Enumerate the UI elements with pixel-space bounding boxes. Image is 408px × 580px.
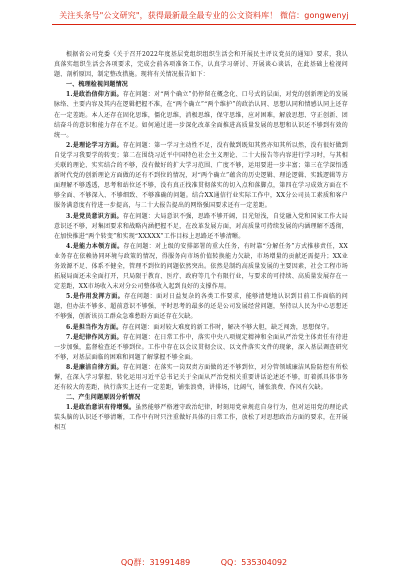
paragraph-lead: 2.是理论学习方面。 xyxy=(66,141,123,149)
footer-qq-group: QQ群：31991489 xyxy=(120,558,191,567)
paragraph-lead: 8.是廉洁自律方面。 xyxy=(66,363,123,371)
paragraph xyxy=(54,212,348,242)
document-body xyxy=(54,50,348,544)
paragraph: 根据省公司党委《关于召开2022年度基层党组织组织生活会和开展民主评议党员的通知》要求，我认真落实组织生活会各项要求，完成会前各项准备工作，认真学习研讨、开展谈心谈话，在此基础上检视问题、剖析原因，制定整改措施。现将有关情况报告如下： xyxy=(54,51,348,79)
paragraph xyxy=(54,323,348,333)
paragraph-text: 存在问题：第一学习主动性不足，没有做到既知其然亦知其所以然，没有很好做到自觉学习我要学的转变；第二在围绕习近平中国特色社会主义理论、二十大报告等内容进行学习时，与其相关联的理论、实实结合的不够，没有做好的扩大学习范围、广度不够，运用要进一步丰富；第三在学深悟透新时代党的创新理论方面做的还有不到位的情况，对“两个确立”蕴含的历史逻辑、理论逻辑、实践逻辑等方面理解不够透透，思考和站位还不够，没有真正找准贯彻落实的切入点和落脚点，第四在学习成效方面在不够全面、不够深入、不够细致、不够准确的问题。结合XX通信行业实际工作中，XX分公司员工素质和客户服务满意度有待进一步提高，与二十大报告提出的网络强国要求还有一定差距。 xyxy=(54,141,348,210)
paragraph-text: 存在问题：面对较大难度的新工作时，解决不够大胆，缺乏闯劲，思想保守。 xyxy=(122,323,334,331)
paragraph xyxy=(54,403,348,433)
banner-divider xyxy=(52,24,356,25)
paragraph xyxy=(54,90,348,140)
paragraph xyxy=(54,242,348,292)
paragraph-lead: 4.是能力本领方面。 xyxy=(66,242,124,250)
paragraph xyxy=(54,141,348,212)
paragraph-lead: 7.是纪律作风方面。 xyxy=(66,333,123,341)
paragraph-text: 存在问题：对上级的安排部署的重大任务，有时靠“分解任务”方式推移责任，XX业务存在依赖协同环境与政策的情况，得服务向市场价值转换能力欠缺，市场增量的贡献还需提升；XX业务效源不足、体系不健全，管理不到位的问题依然突出。依然是制约高质量发展的主要因素，社会工程市场拓展局面还未全面打开，只局限于教育、医疗、政府等几个有限行业，与要求的可持续、高质量发展存在一定差距，XX市场收入未对分公司整体收入起到良好的支撑作用。 xyxy=(54,242,348,291)
promo-banner: 关注头条号"公文研究"，获得最新最全最专业的公文资料库！ 微信：gongwenyj xyxy=(59,11,349,20)
paragraph-text: 存在问题：在日常工作中，落实中央八项规定精神和全面从严治党主体责任有待进一步加强，监督检查还不够到位。工作中存在以会议贯彻会议、以文件落实文件的现象，深入基层调查研究不够，对基层面临的困难和问题了解掌握不够全面。 xyxy=(54,333,348,361)
paragraph xyxy=(54,363,348,393)
section-heading: 二、产生问题原因分析情况 xyxy=(66,394,141,402)
paragraph-text: 存在问题：大局意识不强，思路不够开阔，目光短浅，自觉融入党和国家工作大局意识还不够，对集团要求和战略内涵把握不足，在改革发展方面，对高质量可持续发展的内涵理解不透彻，在加快推进“两个转变”和实现“XXXXX”工作目标上思路还不够清晰。 xyxy=(54,212,348,240)
section-heading: 一、梳理检视问题情况 xyxy=(66,81,129,89)
paragraph-lead: 6.是担当作为方面。 xyxy=(66,323,123,331)
paragraph xyxy=(54,292,348,322)
paragraph-lead: 5.是作用发挥方面。 xyxy=(66,293,125,301)
paragraph-lead: 1.是政治信仰方面。 xyxy=(66,91,123,99)
paragraph-lead: 3.是党员意识方面。 xyxy=(66,212,123,220)
footer-qq: QQ：535304092 xyxy=(220,558,288,567)
footer-contacts xyxy=(0,557,408,568)
paragraph xyxy=(54,333,348,363)
paragraph-text: 存在问题：面对日益复杂的各类工作要求，能够清楚地认识到目前工作面临的问题，但办法不够多、超前意识不够强，平时思考的最多的还是公司发展经营问题，坚持以人民为中心思想还不够强，创新该员工群众急难愁盼方面还存在欠缺。 xyxy=(54,293,348,321)
paragraph-text: 存在问题：对“两个确立”仍停留在概念化、口号式的层面，对党的创新理论的发展脉络、主要内容及其内在逻辑把握不准，在“两个确立”“两个维护”的政治认同、思想认同和情感认同上还存在一定差距。本人还存在固化思维，僵化思维，消极思维，保守思维，应对困难，解放思想、守正创新、团结奋斗的意识和能力存在不足。如何通过进一步深化改革全面推进高质量发展的思想和认识还不够到有效的统一。 xyxy=(54,91,348,139)
paragraph-lead: 1.是政治意识有待增强。 xyxy=(66,404,136,412)
paragraph-text: 虽然能够严格遵守政治纪律，时刻用党章规范自身行为，但对运用党的理论武装头脑的认识还不够清晰，工作中有时只注重做好具体的日常工作，放松了对思想政治方面的要求，在开展相互 xyxy=(54,404,348,432)
paragraph-text: 存在问题：在落实一岗双责方面做的还不够到位，对分管领域廉洁风险防控有所松懈，在深入学习掌握、转化运用习近平总书记关于全面从严治党相关重要讲话论述还不够，盯着抓具体事务还有较大的差距，执行落实上还有一定差距，铺张浪费，讲排场，比阔气，铺张浪费、作风有欠缺。 xyxy=(54,363,348,392)
